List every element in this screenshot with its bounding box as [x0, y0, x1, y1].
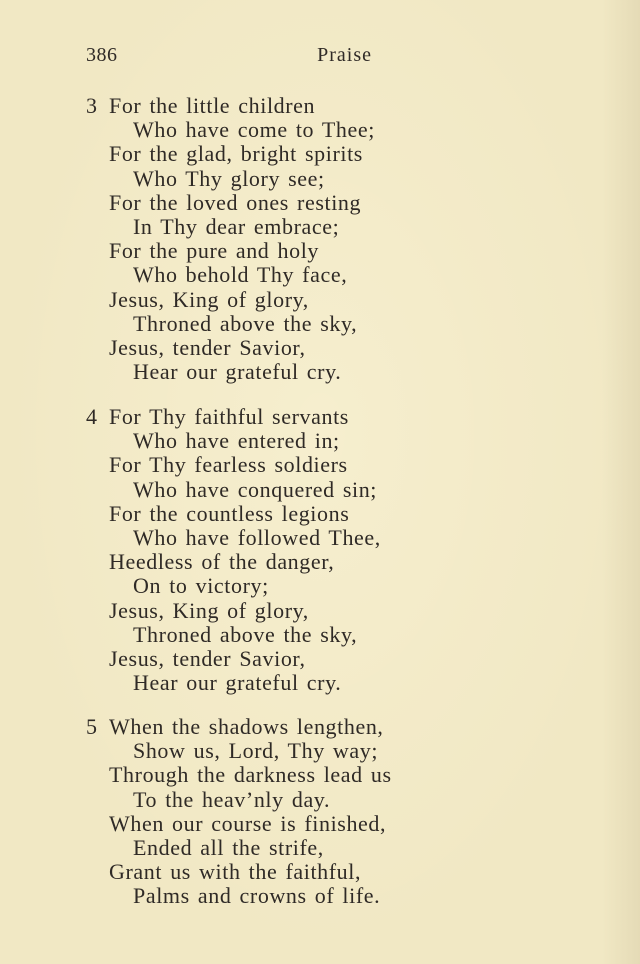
- verse-line: When the shadows lengthen,: [109, 714, 384, 739]
- verse-line: In Thy dear embrace;: [133, 213, 340, 239]
- verse-line: For the glad, bright spirits: [109, 141, 363, 167]
- page-number: 386: [86, 44, 118, 66]
- verse-line: Through the darkness lead us: [109, 762, 392, 788]
- stanza-lines: [109, 405, 381, 695]
- verse-line: Who have followed Thee,: [133, 524, 381, 550]
- page-header: [86, 44, 372, 72]
- section-title: Praise: [317, 44, 372, 66]
- verse-line: Show us, Lord, Thy way;: [133, 738, 379, 764]
- verse-line: For the little children: [109, 93, 316, 118]
- verse-line: Who have entered in;: [133, 428, 340, 454]
- verse-line: Who have conquered sin;: [133, 476, 377, 502]
- verse-line: Throned above the sky,: [133, 621, 358, 647]
- verse-line: Palms and crowns of life.: [133, 883, 381, 909]
- verse-line: Hear our grateful cry.: [133, 670, 342, 696]
- verse-line: For the countless legions: [109, 500, 350, 526]
- stanza-lines: [109, 94, 375, 384]
- verse-line: Jesus, King of glory,: [109, 286, 309, 312]
- verse-line: When our course is finished,: [109, 810, 387, 836]
- verse-line: To the heav’nly day.: [133, 786, 331, 812]
- verse-line: Throned above the sky,: [133, 310, 358, 336]
- verse-line: Jesus, tender Savior,: [109, 645, 306, 671]
- verse-line: For Thy faithful servants: [109, 404, 349, 429]
- stanza-number: 3: [86, 93, 97, 118]
- verse-line: Jesus, tender Savior,: [109, 334, 306, 360]
- verse-line: Who Thy glory see;: [133, 165, 325, 191]
- verse-line: For Thy fearless soldiers: [109, 452, 348, 478]
- verse-line: On to victory;: [133, 573, 269, 599]
- verse-line: Hear our grateful cry.: [133, 359, 342, 385]
- stanza-lines: [109, 715, 392, 909]
- stanza-number: 4: [86, 404, 97, 429]
- verse-line: For the pure and holy: [109, 238, 320, 264]
- verse-line: Grant us with the faithful,: [109, 859, 362, 885]
- verse-line: Ended all the strife,: [133, 834, 324, 860]
- verse-line: Jesus, King of glory,: [109, 597, 309, 623]
- verse-line: Who have come to Thee;: [133, 117, 375, 143]
- verse-line: Heedless of the danger,: [109, 549, 335, 575]
- verse-line: Who behold Thy face,: [133, 262, 348, 288]
- verse-line: For the loved ones resting: [109, 189, 362, 215]
- stanza-number: 5: [86, 714, 97, 739]
